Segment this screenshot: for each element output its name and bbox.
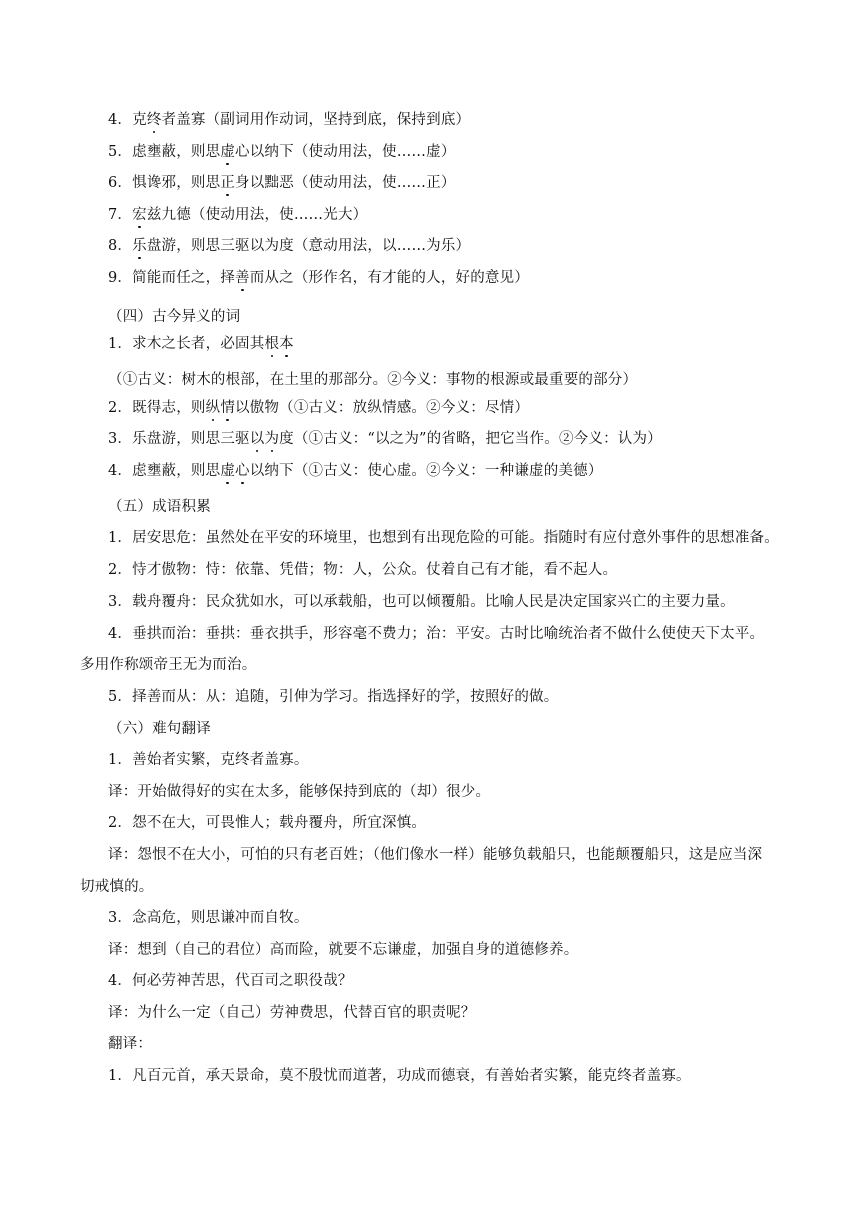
line-trans-2-answer [108, 845, 762, 865]
line-trans-2 [108, 813, 426, 833]
emphasized-char: 虚 [220, 144, 236, 160]
section-heading-idioms [108, 497, 211, 517]
section-heading-gujin [108, 307, 240, 327]
line-usage-9 [108, 268, 529, 288]
emphasized-char: 本 [279, 336, 294, 352]
line-usage-8 [108, 236, 470, 256]
text-run: 5．择善而从：从：追随，引伸为学习。指选择好的学，按照好的做。 [108, 689, 559, 705]
emphasized-char: 正 [220, 175, 236, 191]
section-heading-translation [108, 719, 211, 739]
emphasized-char: 情 [220, 400, 236, 416]
line-usage-5 [108, 142, 456, 162]
line-usage-4 [108, 110, 470, 130]
text-run: 9．简能而任之，择 [108, 270, 236, 286]
line-fanyi-1 [108, 1066, 691, 1086]
line-usage-6 [108, 173, 456, 193]
emphasized-char: 根 [264, 336, 280, 352]
text-run: 1．凡百元首，承天景命，莫不殷忧而道著，功成而德衰，有善始者实繁，能克终者盖寡。 [108, 1068, 691, 1084]
emphasized-char: 虚 [220, 463, 236, 479]
text-run: 以纳下（①古义：使心虚。②今义：一种谦虚的美德） [249, 463, 603, 479]
text-run: 者盖寡（副词用作动词，坚持到底，保持到底） [161, 112, 471, 128]
text-run: 度（①古义：“以之为”的省略，把它当作。②今义：认为） [279, 431, 662, 447]
line-idiom-4-cont [80, 655, 256, 675]
text-run: 译：想到（自己的君位）高而险，就要不忘谦虚，加强自身的道德修养。 [108, 942, 579, 958]
text-run: （六）难句翻译 [108, 721, 211, 737]
line-trans-4-answer [108, 1003, 476, 1023]
text-run: 而从之（形作名，有才能的人，好的意见） [249, 270, 530, 286]
text-run: 5．虑壅蔽，则思 [108, 144, 221, 160]
line-trans-3 [108, 908, 309, 928]
text-run: 切戒慎的。 [80, 879, 154, 895]
text-run: 7． [108, 207, 133, 223]
text-run: 以傲物（①古义：放纵情感。②今义：尽情） [235, 400, 530, 416]
text-run: 译：怨恨不在大小，可怕的只有老百姓；（他们像水一样）能够负载船只，也能颠覆船只，这是应当深 [108, 847, 763, 863]
line-gujin-3 [108, 429, 662, 449]
text-run: 兹九德（使动用法，使……光大） [146, 207, 368, 223]
text-run: 译：为什么一定（自己）劳神费思，代替百官的职责呢？ [108, 1005, 476, 1021]
text-run: 8． [108, 238, 133, 254]
emphasized-char: 以 [249, 431, 265, 447]
text-run: 4．何必劳神苦思，代百司之职役哉？ [108, 973, 353, 989]
emphasized-char: 乐 [132, 238, 147, 254]
line-gujin-1-note [108, 370, 637, 390]
emphasized-char: 纵 [205, 400, 221, 416]
text-run: 2．恃才傲物：恃：依靠、凭借；物：人，公众。仗着自己有才能，看不起人。 [108, 562, 618, 578]
line-trans-4 [108, 971, 353, 991]
text-run: 4．垂拱而治：垂拱：垂衣拱手，形容毫不费力；治：平安。古时比喻统治者不做什么使使天下太平。 [108, 626, 765, 642]
emphasized-char: 心 [235, 463, 250, 479]
line-idiom-2 [108, 560, 617, 580]
text-run: 1．求木之长者，必固其 [108, 336, 265, 352]
emphasized-char: 善 [235, 270, 250, 286]
text-run: 4．克 [108, 112, 147, 128]
fanyi-heading [108, 1034, 152, 1054]
text-run: 多用作称颂帝王无为而治。 [80, 657, 257, 673]
text-run: 翻译： [108, 1036, 153, 1052]
text-run: 盘游，则思三驱以为度（意动用法，以……为乐） [146, 238, 471, 254]
text-run: （四）古今异义的词 [108, 309, 241, 325]
line-gujin-4 [108, 461, 603, 481]
line-usage-7 [108, 205, 367, 225]
text-run: 3．乐盘游，则思三驱 [108, 431, 250, 447]
line-trans-1 [108, 750, 309, 770]
line-gujin-1 [108, 334, 294, 354]
text-run: （五）成语积累 [108, 499, 211, 515]
line-trans-1-answer [108, 782, 490, 802]
line-idiom-4 [108, 624, 764, 644]
line-idiom-3 [108, 592, 735, 612]
line-trans-2-answer-cont [80, 877, 154, 897]
emphasized-char: 宏 [132, 207, 147, 223]
line-gujin-2 [108, 398, 529, 418]
text-run: 6．惧谗邪，则思 [108, 175, 221, 191]
text-run: （①古义：树木的根部，在土里的那部分。②今义：事物的根源或最重要的部分） [108, 372, 638, 388]
text-run: 4．虑壅蔽，则思 [108, 463, 221, 479]
text-run: 2．怨不在大，可畏惟人；载舟覆舟，所宜深慎。 [108, 815, 427, 831]
emphasized-char: 终 [146, 112, 162, 128]
text-run: 译：开始做得好的实在太多，能够保持到底的（却）很少。 [108, 784, 491, 800]
text-run: 3．念高危，则思谦冲而自牧。 [108, 910, 309, 926]
text-run: 心以纳下（使动用法，使……虚） [235, 144, 456, 160]
line-idiom-1 [108, 528, 779, 548]
text-run: 身以黜恶（使动用法，使……正） [235, 175, 456, 191]
text-run: 1．善始者实繁，克终者盖寡。 [108, 752, 309, 768]
text-run: 1．居安思危：虽然处在平安的环境里，也想到有出现危险的可能。指随时有应付意外事件的思想准备。 [108, 530, 779, 546]
emphasized-char: 为 [264, 431, 280, 447]
line-idiom-5 [108, 687, 558, 707]
text-run: 2．既得志，则 [108, 400, 206, 416]
line-trans-3-answer [108, 940, 578, 960]
text-run: 3．载舟覆舟：民众犹如水，可以承载船，也可以倾覆船。比喻人民是决定国家兴亡的主要力量。 [108, 594, 735, 610]
